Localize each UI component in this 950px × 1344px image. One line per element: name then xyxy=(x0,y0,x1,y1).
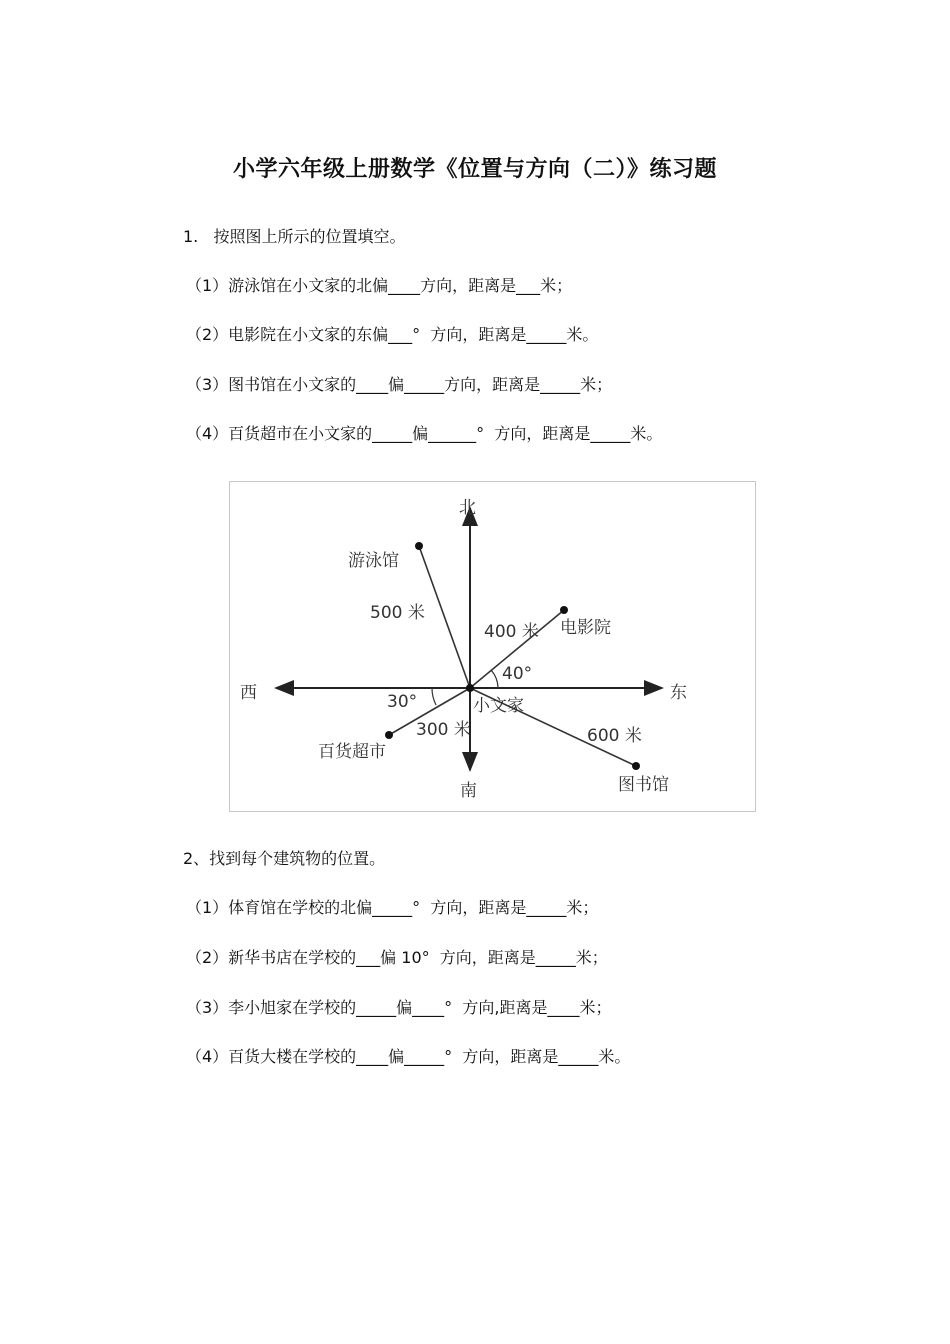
pool-ray xyxy=(419,546,470,688)
pool-dot xyxy=(415,542,423,550)
pool-name: 游泳馆 xyxy=(348,551,399,571)
page-title: 小学六年级上册数学《位置与方向（二）》练习题 xyxy=(232,156,717,182)
question-2-item-1: （1）体育馆在学校的北偏_____° 方向，距离是_____米； xyxy=(186,898,599,917)
south-label: 南 xyxy=(460,781,477,801)
question-1-heading: 1. 按照图上所示的位置填空。 xyxy=(183,227,406,246)
question-2-item-3: （3）李小旭家在学校的_____偏____° 方向,距离是____米； xyxy=(186,998,612,1017)
store-distance: 300 米 xyxy=(416,720,471,740)
question-1-item-2: （2）电影院在小文家的东偏___° 方向，距离是_____米。 xyxy=(186,325,599,344)
store-name: 百货超市 xyxy=(318,742,386,762)
cinema-name: 电影院 xyxy=(560,618,611,638)
question-1-item-4: （4）百货超市在小文家的_____偏______° 方向，距离是_____米。 xyxy=(186,424,663,443)
store-dot xyxy=(385,731,393,739)
pool-distance: 500 米 xyxy=(370,603,425,623)
question-1-item-3: （3）图书馆在小文家的____偏_____方向，距离是_____米； xyxy=(186,375,613,394)
center-label: 小文家 xyxy=(473,696,524,716)
library-name: 图书馆 xyxy=(618,775,669,795)
question-1-item-1: （1）游泳馆在小文家的北偏____方向，距离是___米； xyxy=(186,276,573,295)
question-2-item-2: （2）新华书店在学校的___偏 10° 方向，距离是_____米； xyxy=(186,948,608,967)
cinema-distance: 400 米 xyxy=(484,622,539,642)
library-dot xyxy=(632,762,640,770)
center-dot xyxy=(466,684,474,692)
store-angle-arc xyxy=(432,688,436,705)
east-label: 东 xyxy=(670,683,687,703)
cinema-dot xyxy=(560,606,568,614)
question-2-heading: 2、找到每个建筑物的位置。 xyxy=(183,849,386,868)
library-distance: 600 米 xyxy=(587,726,642,746)
store-angle: 30° xyxy=(387,692,418,712)
direction-diagram-svg xyxy=(230,482,757,813)
north-label: 北 xyxy=(459,498,476,518)
west-label: 西 xyxy=(240,683,257,703)
cinema-angle: 40° xyxy=(502,664,533,684)
question-2-item-4: （4）百货大楼在学校的____偏_____° 方向，距离是_____米。 xyxy=(186,1047,631,1066)
direction-diagram xyxy=(229,481,756,812)
cinema-angle-arc xyxy=(491,670,498,688)
